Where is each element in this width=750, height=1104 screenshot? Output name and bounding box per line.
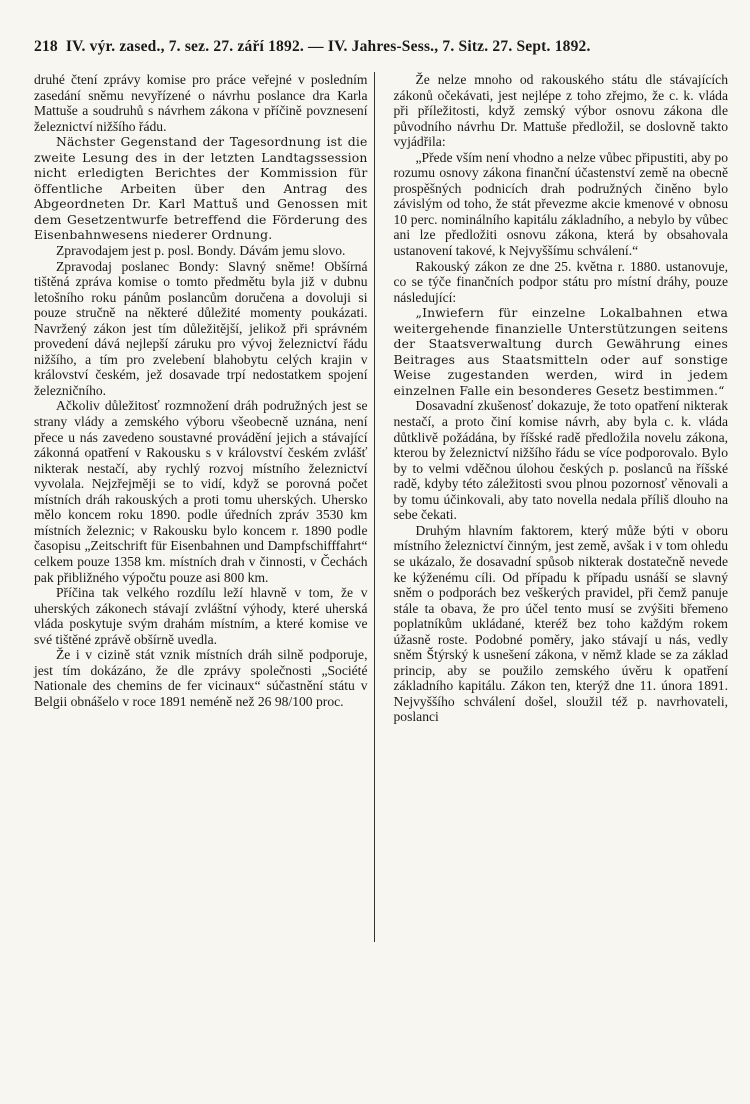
quotation: „Inwiefern für einzelne Lokalbahnen etwa weitergehende finanzielle Unterstützungen seitens der Staatsverwaltung durch Gewährung eines Beitrages aus Staatsmitteln oder auf sonstige Weise zugestanden werden, wird in jedem einzelnen Falle ein besonderes Gesetz bestimmen.“ bbox=[393, 305, 728, 398]
paragraph: druhé čtení zprávy komise pro práce veřejné v posledním zasedání sněmu nevyřízené o návrhu poslance dra Karla Mattuše a soudruhů s návrhem zákona v příčině povznesení železnictví nižšího řádu. bbox=[34, 72, 368, 134]
column-divider bbox=[374, 72, 375, 942]
paragraph: Zpravodaj poslanec Bondy: Slavný sněme! Obšírná tištěná zpráva komise o tomto předmětu byla již v dubnu letošního roku pánům poslancům doručena a dovoluji si pouze stručně na některé důležité momenty poukázati. Navržený zákon jest tím důležitější, jelikož při správném provedení dává nejlepší záruku pro vývoj železnictví řádu nižšího, a tím pro zvelebení blahobytu celých krajin v království českém, jež dosavade trpí nedostatkem spojení železničního. bbox=[34, 258, 368, 398]
paragraph: Ačkoliv důležitosť rozmnožení dráh podružných jest se strany vlády a zemského výboru všeobecně uznána, není přece u nás zavedeno soustavné provádění jejich a stávající zákonná opatření v Rakousku s v království českém zvlášť nikterak nestačí, aby rychlý rozvoj místního železnictví vyvolala. Nejzřejměji se to vidí, když se porovná počet místních dráh rakouských a proti tomu uherských. Uhersko mělo koncem roku 1890. podle úředních zpráv 3530 km místních železnic; v Rakousku bylo koncem r. 1890 podle časopisu „Zeitschrift für Eisenbahnen und Dampfschifffahrt“ celkem pouze 1358 km. místních drah v činnosti, v Čechách pak přibližného výpočtu pouze asi 800 km. bbox=[34, 398, 368, 585]
quotation: „Přede vším není vhodno a nelze vůbec připustiti, aby po rozumu osnovy zákona finanční účastenství země na obecně prospěšných podnicích drah podružných činěno bylo závislým od toho, že stát převezme akcie kmenové v obnosu 10 perc. nominálního kapitálu základního, a nebylo by vůbec ani lze předložiti osnovu zákona, která by obsahovala ustanovení takové, k Nejvyššímu schválení.“ bbox=[393, 149, 728, 259]
running-title: IV. výr. zased., 7. sez. 27. září 1892. — IV. Jahres-Sess., 7. Sitz. 27. Sept. 1892. bbox=[65, 38, 591, 55]
paragraph: Že i v cizině stát vznik místních dráh silně podporuje, jest tím dokázáno, že dle zprávy společnosti „Société Nationale des chemins de fer vicinaux“ súčastnění státu v Belgii obnášelo v roce 1891 neméně než 26 98/100 proc. bbox=[34, 647, 368, 709]
paragraph: Že nelze mnoho od rakouského státu dle stávajících zákonů očekávati, jest nejlépe z toho zřejmo, že c. k. vláda při příležitosti, když zemský výbor osnovu zákona dle původního návrhu Dr. Mattuše předložil, se doslovně takto vyjádřila: bbox=[393, 72, 728, 150]
paragraph: Nächster Gegenstand der Tagesordnung ist die zweite Lesung des in der letzten Landtagssession nicht erledigten Berichtes der Kommission für öffentliche Arbeiten über den Antrag des Abgeordneten Dr. Karl Mattuš und Genossen mit dem Gesetzentwurfe betreffend die Förderung des Eisenbahnwesens niederer Ordnung. bbox=[34, 134, 368, 243]
paragraph: Zpravodajem jest p. posl. Bondy. Dávám jemu slovo. bbox=[56, 243, 346, 259]
page-number: 218 bbox=[34, 38, 58, 55]
text-columns bbox=[34, 72, 728, 725]
paragraph: Druhým hlavním faktorem, který může býti v oboru místního železnictví činným, jest země, avšak i v tom ohledu se ukázalo, že dosavadní spůsob nikterak dostatečně nevede ke kýženému cíli. Od případu k případu usnáší se slavný sněm o podporách bez veškerých pravidel, při čemž panuje stále ta obava, že pro účel tento musí se zvýšiti břemeno poplatníkům ukládané, kteréž bez toho každým rokem úžasně roste. Podobné poměry, jako stávají u nás, vedly sněm Štýrský k usnešení zákona, v němž klade se za základ princip, aby se použilo zemského úvěru k opatření základního kapitálu. Zákon ten, kterýž dne 11. února 1891. Nejvyššího schválení došel, sloužil též p. navrhovateli, poslanci bbox=[393, 522, 728, 725]
page-header bbox=[34, 38, 728, 62]
paragraph: Dosavadní zkušenosť dokazuje, že toto opatření nikterak nestačí, a proto činí komise návrh, aby byla c. k. vláda důtklivě požádána, by říšské radě předložila novelu zákona, kterou by železnictví nižšího řádu se více podporovalo. Bylo by to velmi vděčnou úlohou českých p. poslanců na říšské radě, kdyby této záležitosti svou plnou pozornosť věnovali a by tomu účinkovali, aby tato novella nedala příliš dlouho na sebe čekati. bbox=[393, 398, 728, 523]
paragraph: Příčina tak velkého rozdílu leží hlavně v tom, že v uherských zákonech stávají zvláštní výhody, které uherská vláda poskytuje svým drahám místním, a které komise ve své tištěné zprávě obšírně uvedla. bbox=[34, 585, 368, 647]
paragraph: Rakouský zákon ze dne 25. května r. 1880. ustanovuje, co se týče finančních podpor státu pro místní dráhy, pouze následující: bbox=[393, 258, 728, 305]
right-column bbox=[394, 72, 729, 725]
left-column bbox=[34, 72, 368, 725]
